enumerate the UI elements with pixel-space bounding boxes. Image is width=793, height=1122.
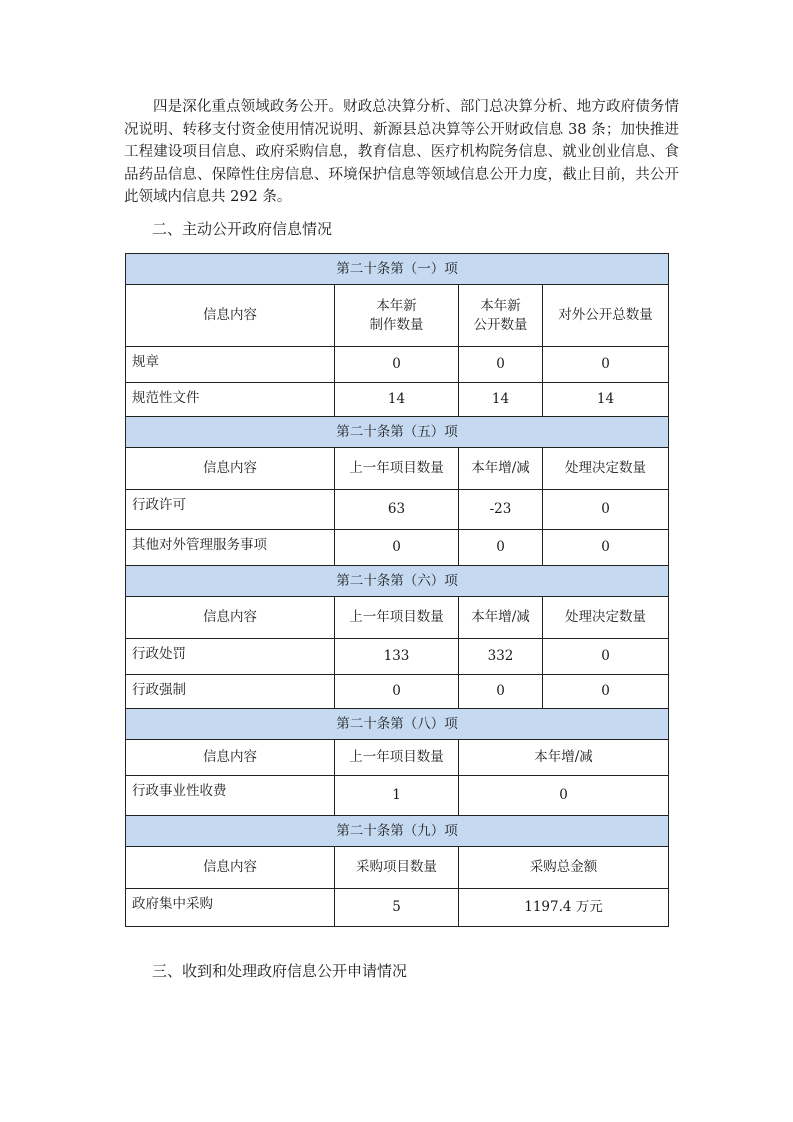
table-cell: 0 <box>459 347 543 383</box>
column-header: 本年增/减 <box>459 740 669 776</box>
section-row-item-8 <box>126 709 669 740</box>
section-title: 第二十条第（五）项 <box>126 417 669 448</box>
column-header: 采购项目数量 <box>335 847 459 889</box>
column-header: 信息内容 <box>126 740 335 776</box>
section-row-item-5 <box>126 417 669 448</box>
table-cell: 0 <box>335 675 459 709</box>
table-cell: 0 <box>543 675 669 709</box>
table-row <box>126 639 669 675</box>
column-header: 上一年项目数量 <box>335 597 459 639</box>
table-cell: 63 <box>335 490 459 530</box>
table-row <box>126 675 669 709</box>
table-row <box>126 347 669 383</box>
row-label: 其他对外管理服务事项 <box>126 530 335 566</box>
column-header: 本年新 公开数量 <box>459 285 543 347</box>
row-label: 规范性文件 <box>126 383 335 417</box>
table-cell: -23 <box>459 490 543 530</box>
table-row <box>126 776 669 816</box>
header-row <box>126 448 669 490</box>
table-cell: 0 <box>335 347 459 383</box>
header-row <box>126 285 669 347</box>
section-row-item-1 <box>126 254 669 285</box>
table-cell: 0 <box>459 530 543 566</box>
section-title: 第二十条第（八）项 <box>126 709 669 740</box>
column-header: 采购总金额 <box>459 847 669 889</box>
column-header: 本年新 制作数量 <box>335 285 459 347</box>
table-row <box>126 383 669 417</box>
table-row <box>126 530 669 566</box>
section-heading-proactive-disclosure: 二、主动公开政府信息情况 <box>152 220 333 238</box>
table-row <box>126 889 669 927</box>
section-title: 第二十条第（六）项 <box>126 566 669 597</box>
row-label: 规章 <box>126 347 335 383</box>
proactive-disclosure-table <box>125 253 669 927</box>
row-label: 行政事业性收费 <box>126 776 335 816</box>
column-header: 处理决定数量 <box>543 448 669 490</box>
column-header: 上一年项目数量 <box>335 740 459 776</box>
header-row <box>126 847 669 889</box>
table-cell: 14 <box>335 383 459 417</box>
table-cell: 14 <box>543 383 669 417</box>
section-row-item-9 <box>126 816 669 847</box>
column-header: 信息内容 <box>126 597 335 639</box>
row-label: 政府集中采购 <box>126 889 335 927</box>
section-row-item-6 <box>126 566 669 597</box>
column-header: 对外公开总数量 <box>543 285 669 347</box>
table-cell: 1 <box>335 776 459 816</box>
row-label: 行政强制 <box>126 675 335 709</box>
column-header: 信息内容 <box>126 448 335 490</box>
column-header: 本年增/减 <box>459 597 543 639</box>
table-cell: 133 <box>335 639 459 675</box>
table-cell: 0 <box>459 675 543 709</box>
column-header: 本年增/减 <box>459 448 543 490</box>
table-cell: 0 <box>459 776 669 816</box>
row-label: 行政许可 <box>126 490 335 530</box>
table-cell: 0 <box>543 347 669 383</box>
column-header: 信息内容 <box>126 847 335 889</box>
table-cell: 0 <box>543 530 669 566</box>
table-cell: 14 <box>459 383 543 417</box>
column-header: 处理决定数量 <box>543 597 669 639</box>
table-cell: 0 <box>543 639 669 675</box>
column-header: 上一年项目数量 <box>335 448 459 490</box>
table-cell: 5 <box>335 889 459 927</box>
table-cell: 0 <box>543 490 669 530</box>
header-row <box>126 597 669 639</box>
section-title: 第二十条第（一）项 <box>126 254 669 285</box>
intro-paragraph: 四是深化重点领域政务公开。财政总决算分析、部门总决算分析、地方政府债务情况说明、转移支付资金使用情况说明、新源县总决算等公开财政信息 38 条；加快推进工程建设项目信息、政府采购信息，教育信息、医疗机构院务信息、就业创业信息、食品药品信息、保障性住房信息、环境保护信息等领域信息公开力度，截止目前，共公开此领域内信息共 292 条。 <box>124 99 679 205</box>
row-label: 行政处罚 <box>126 639 335 675</box>
table-cell: 0 <box>335 530 459 566</box>
column-header: 信息内容 <box>126 285 335 347</box>
table-row <box>126 490 669 530</box>
table-cell: 332 <box>459 639 543 675</box>
section-heading-disclosure-requests: 三、收到和处理政府信息公开申请情况 <box>152 962 408 980</box>
header-row <box>126 740 669 776</box>
section-title: 第二十条第（九）项 <box>126 816 669 847</box>
table-cell: 1197.4 万元 <box>459 889 669 927</box>
